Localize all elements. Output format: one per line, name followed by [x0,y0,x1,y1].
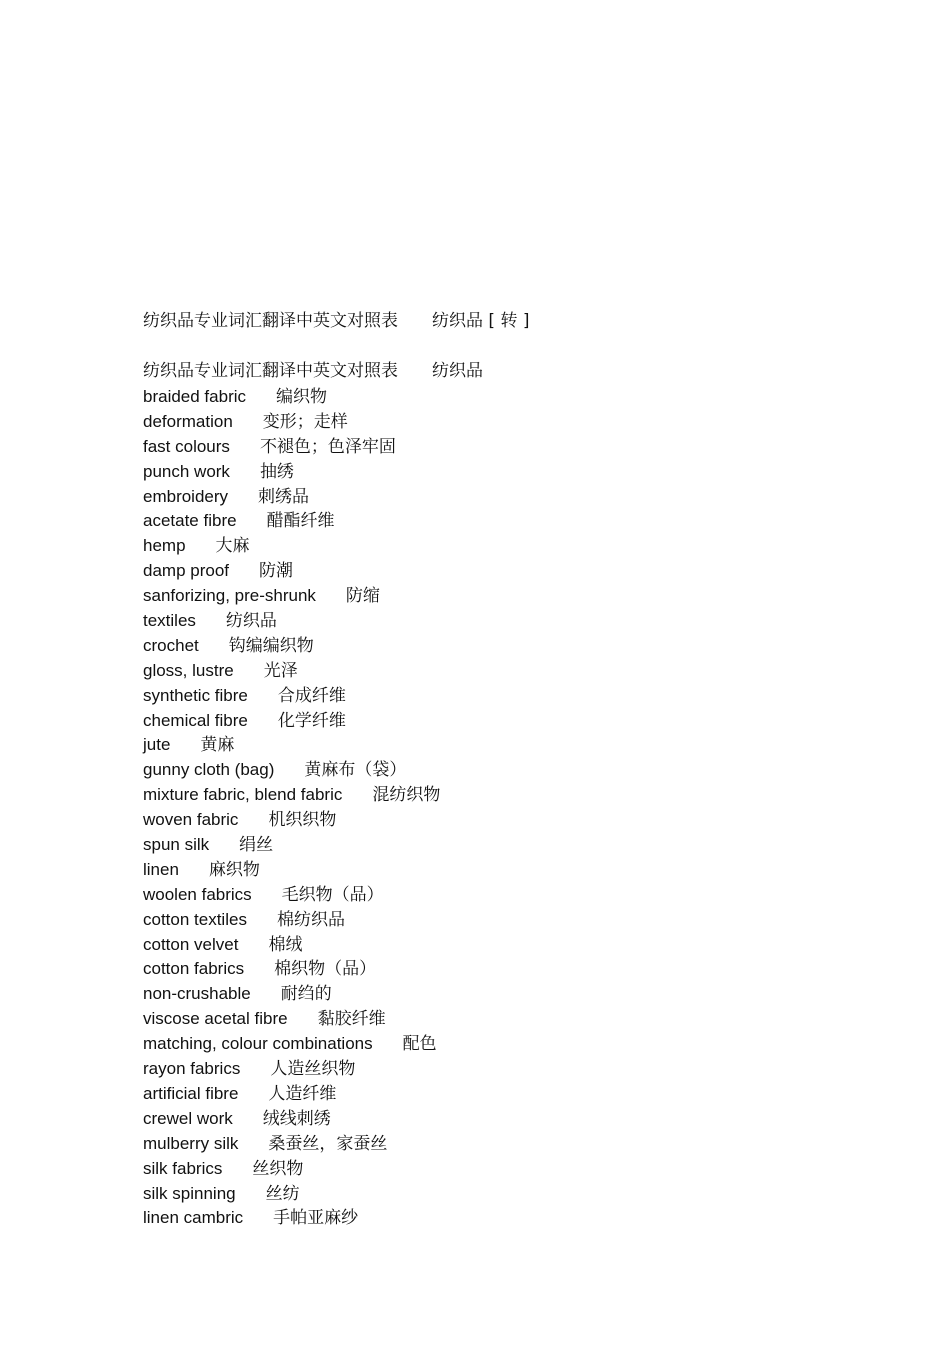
glossary-entry [143,385,440,410]
english-term: deformation [143,411,233,431]
glossary-entry [143,709,440,734]
glossary-entry [143,684,440,709]
chinese-term: 光泽 [263,660,298,681]
glossary-entry [143,509,440,534]
english-term: non-crushable [143,984,251,1004]
english-term: viscose acetal fibre [143,1009,288,1029]
chinese-term: 棉绒 [268,934,303,955]
glossary-entry [143,858,440,883]
english-term: embroidery [143,486,229,506]
chinese-term: 棉织物（品） [274,959,377,980]
glossary-entry [143,1057,440,1082]
english-term: rayon fabrics [143,1059,241,1079]
glossary-entry [143,534,440,559]
chinese-term: 醋酯纤维 [266,511,335,532]
chinese-term: 黄麻布（袋） [304,760,407,781]
chinese-term: 耐绉的 [280,984,332,1005]
glossary-entry [143,1032,440,1057]
english-term: gunny cloth (bag) [143,760,275,780]
chinese-term: 人造丝织物 [270,1059,356,1080]
english-term: linen [143,859,179,879]
english-term: acetate fibre [143,511,237,531]
glossary-list [143,385,440,1231]
chinese-term: 编织物 [276,387,328,407]
glossary-entry [143,485,440,510]
english-term: silk fabrics [143,1158,223,1178]
english-term: braided fabric [143,387,247,406]
chinese-term: 变形；走样 [262,411,348,432]
english-term: punch work [143,461,230,481]
english-term: linen cambric [143,1208,244,1228]
glossary-entry [143,410,440,435]
chinese-term: 抽绣 [259,461,294,482]
chinese-term: 桑蚕丝，家蚕丝 [268,1133,388,1154]
glossary-entry [143,758,440,783]
glossary-entry [143,1206,440,1231]
document-subtitle: 纺织品专业词汇翻译中英文对照表 纺织品 [143,361,483,381]
chinese-term: 手帕亚麻纱 [273,1208,359,1229]
chinese-term: 防潮 [259,561,293,582]
glossary-entry [143,1182,440,1207]
glossary-entry [143,1132,440,1157]
english-term: cotton textiles [143,909,247,929]
english-term: woolen fabrics [143,884,252,904]
english-term: fast colours [143,436,230,456]
chinese-term: 丝纺 [265,1183,300,1204]
chinese-term: 绢丝 [239,835,274,856]
glossary-entry [143,1007,440,1032]
chinese-term: 钩编编织物 [228,635,314,656]
document-title: 纺织品专业词汇翻译中英文对照表 纺织品 [ 转 ] [143,311,530,331]
glossary-entry [143,460,440,485]
chinese-term: 化学纤维 [277,710,346,731]
chinese-term: 毛织物（品） [281,884,384,905]
english-term: mulberry silk [143,1133,239,1153]
glossary-entry [143,957,440,982]
english-term: hemp [143,536,186,556]
glossary-entry [143,659,440,684]
chinese-term: 麻织物 [208,859,260,880]
english-term: woven fabric [143,810,239,830]
english-term: sanforizing, pre-shrunk [143,586,316,606]
english-term: gloss, lustre [143,660,234,680]
chinese-term: 合成纤维 [277,685,346,706]
glossary-entry [143,833,440,858]
glossary-entry [143,584,440,609]
english-term: jute [143,735,171,755]
chinese-term: 大麻 [215,536,250,557]
glossary-entry [143,1107,440,1132]
chinese-term: 混纺织物 [372,785,441,806]
chinese-term: 纺织品 [225,611,277,632]
glossary-entry [143,783,440,808]
chinese-term: 机织织物 [268,810,337,831]
chinese-term: 棉纺织品 [276,909,345,930]
chinese-term: 人造纤维 [268,1083,337,1104]
glossary-entry [143,883,440,908]
english-term: silk spinning [143,1183,236,1203]
chinese-term: 配色 [402,1034,437,1055]
english-term: textiles [143,611,196,631]
glossary-entry [143,559,440,584]
glossary-entry [143,808,440,833]
chinese-term: 绒线刺绣 [262,1108,331,1129]
english-term: damp proof [143,561,229,581]
english-term: spun silk [143,835,210,855]
glossary-entry [143,1157,440,1182]
glossary-entry [143,733,440,758]
english-term: crewel work [143,1108,233,1128]
chinese-term: 丝织物 [252,1158,304,1179]
chinese-term: 黄麻 [200,735,235,756]
glossary-entry [143,609,440,634]
english-term: mixture fabric, blend fabric [143,785,343,805]
english-term: cotton fabrics [143,959,245,979]
glossary-entry [143,435,440,460]
english-term: synthetic fibre [143,685,248,705]
chinese-term: 防缩 [345,586,380,607]
english-term: matching, colour combinations [143,1034,373,1054]
english-term: artificial fibre [143,1083,239,1103]
english-term: chemical fibre [143,710,248,730]
glossary-entry [143,933,440,958]
glossary-entry [143,982,440,1007]
chinese-term: 黏胶纤维 [317,1009,386,1030]
glossary-entry [143,634,440,659]
glossary-entry [143,1082,440,1107]
chinese-term: 不褪色；色泽牢固 [259,436,396,457]
glossary-entry [143,908,440,933]
chinese-term: 刺绣品 [258,486,310,507]
english-term: crochet [143,635,199,655]
english-term: cotton velvet [143,934,239,954]
